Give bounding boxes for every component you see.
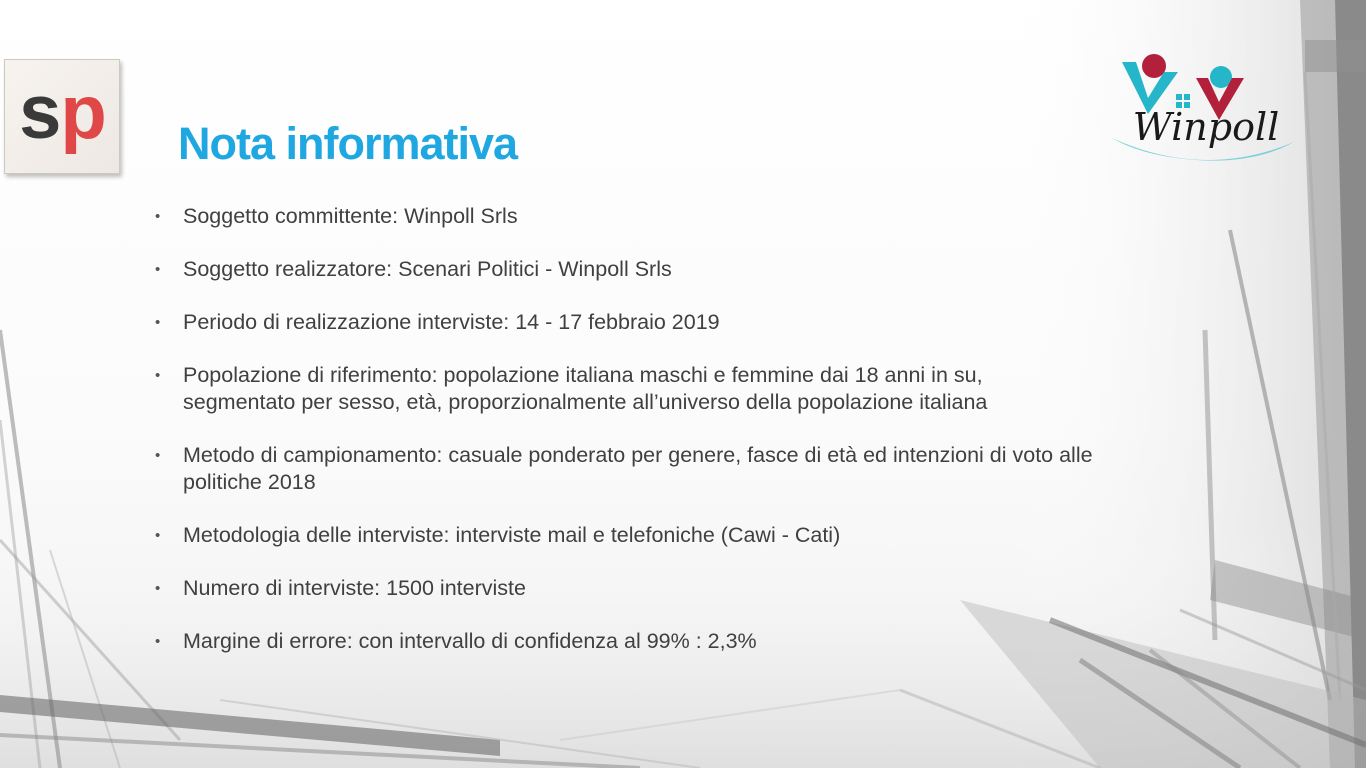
bullet-campionamento	[155, 442, 1095, 496]
logo-letter-s: s	[19, 69, 60, 155]
bullet-icon: •	[155, 633, 161, 650]
bullet-icon: •	[155, 208, 161, 225]
bullet-realizzatore	[155, 256, 1095, 283]
bullet-numero	[155, 575, 1095, 602]
bullet-popolazione	[155, 362, 1095, 416]
bullet-metodologia	[155, 522, 1095, 549]
bullet-text: Soggetto realizzatore: Scenari Politici - Winpoll Srls	[183, 257, 672, 281]
winpoll-logo	[1104, 50, 1304, 170]
bullet-icon: •	[155, 580, 161, 597]
bullet-text: Numero di interviste: 1500 interviste	[183, 576, 526, 600]
bullet-margine	[155, 628, 1095, 655]
bullet-text: Margine di errore: con intervallo di confidenza al 99% : 2,3%	[183, 629, 757, 653]
bullet-icon: •	[155, 367, 161, 384]
bullet-text: Metodologia delle interviste: interviste mail e telefoniche (Cawi - Cati)	[183, 523, 841, 547]
scenari-politici-logo	[4, 59, 120, 174]
slide-title: Nota informativa	[178, 118, 518, 169]
bullet-periodo	[155, 309, 1095, 336]
bullet-icon: •	[155, 447, 161, 464]
bullet-text: Metodo di campionamento: casuale ponderato per genere, fasce di età ed intenzioni di voto alle politiche 2018	[183, 443, 1093, 494]
bullet-text: Popolazione di riferimento: popolazione italiana maschi e femmine dai 18 anni in su, segmentato per sesso, età, proporzionalmente all’universo della popolazione italiana	[183, 363, 988, 414]
bullet-text: Soggetto committente: Winpoll Srls	[183, 204, 518, 228]
bullet-icon: •	[155, 527, 161, 544]
bullet-committente	[155, 203, 1095, 230]
winpoll-wordmark: Winpoll	[1132, 105, 1280, 149]
bullet-icon: •	[155, 314, 161, 331]
logo-letter-p: p	[60, 69, 105, 155]
bullet-icon: •	[155, 261, 161, 278]
info-bullet-list	[155, 203, 1095, 681]
bullet-text: Periodo di realizzazione interviste: 14 - 17 febbraio 2019	[183, 310, 720, 334]
